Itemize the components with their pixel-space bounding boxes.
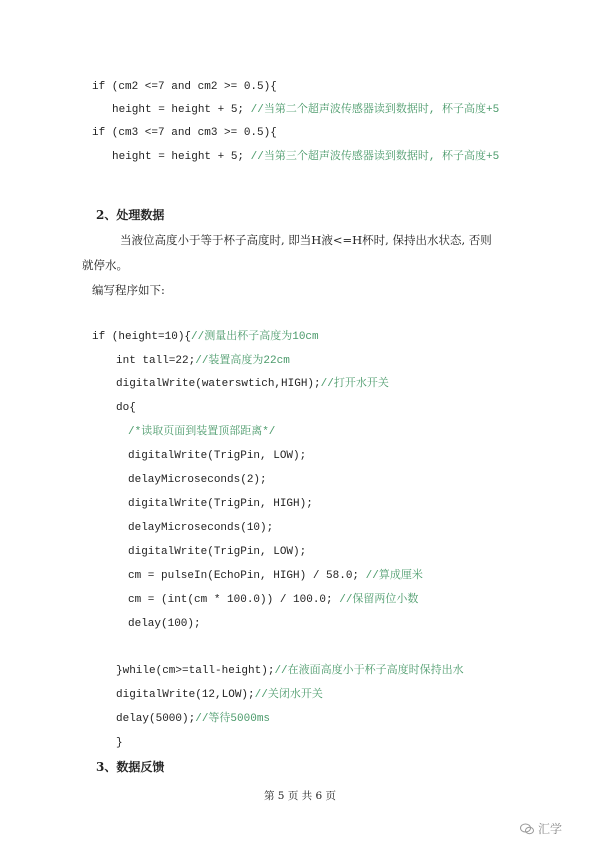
section-heading: 2、处理数据 — [96, 208, 165, 222]
wechat-logo-icon — [520, 823, 534, 835]
section-heading: 3、数据反馈 — [96, 760, 165, 774]
code-line: delayMicroseconds(2); — [128, 474, 267, 486]
code-line: digitalWrite(TrigPin, LOW); — [128, 450, 307, 462]
code-line: delay(5000);//等待5000ms — [116, 713, 271, 725]
code-line: if (cm2 <=7 and cm2 >= 0.5){ — [92, 81, 277, 93]
page-number: 第 5 页 共 6 页 — [263, 790, 337, 802]
code-line: digitalWrite(TrigPin, HIGH); — [128, 498, 313, 510]
paragraph: 就停水。 — [82, 258, 128, 272]
code-line: digitalWrite(waterswtich,HIGH);//打开水开关 — [116, 378, 389, 390]
code-line: delay(100); — [128, 618, 201, 630]
code-line: height = height + 5; //当第三个超声波传感器读到数据时, 杯子高度+5 — [112, 151, 500, 163]
code-line: cm = (int(cm * 100.0)) / 100.0; //保留两位小数 — [128, 594, 419, 606]
code-line: } — [116, 737, 123, 749]
code-line: int tall=22;//装置高度为22cm — [116, 355, 290, 367]
code-line: if (height=10){//测量出杯子高度为10cm — [92, 331, 319, 343]
paragraph: 编写程序如下: — [92, 283, 165, 297]
code-line: digitalWrite(12,LOW);//关闭水开关 — [116, 689, 323, 701]
paragraph: 当液位高度小于等于杯子高度时, 即当H液<=H杯时, 保持出水状态, 否则 — [120, 233, 492, 247]
code-line: do{ — [116, 402, 136, 414]
code-line: }while(cm>=tall-height);//在液面高度小于杯子高度时保持出水 — [116, 665, 464, 677]
watermark — [520, 820, 562, 837]
code-line: height = height + 5; //当第二个超声波传感器读到数据时, 杯子高度+5 — [112, 104, 500, 116]
code-line: if (cm3 <=7 and cm3 >= 0.5){ — [92, 127, 277, 139]
code-line: /*读取页面到装置顶部距离*/ — [128, 426, 276, 438]
code-line: cm = pulseIn(EchoPin, HIGH) / 58.0; //算成厘米 — [128, 570, 423, 582]
code-line: delayMicroseconds(10); — [128, 522, 274, 534]
code-line: digitalWrite(TrigPin, LOW); — [128, 546, 307, 558]
watermark-text: 汇学 — [538, 822, 563, 836]
